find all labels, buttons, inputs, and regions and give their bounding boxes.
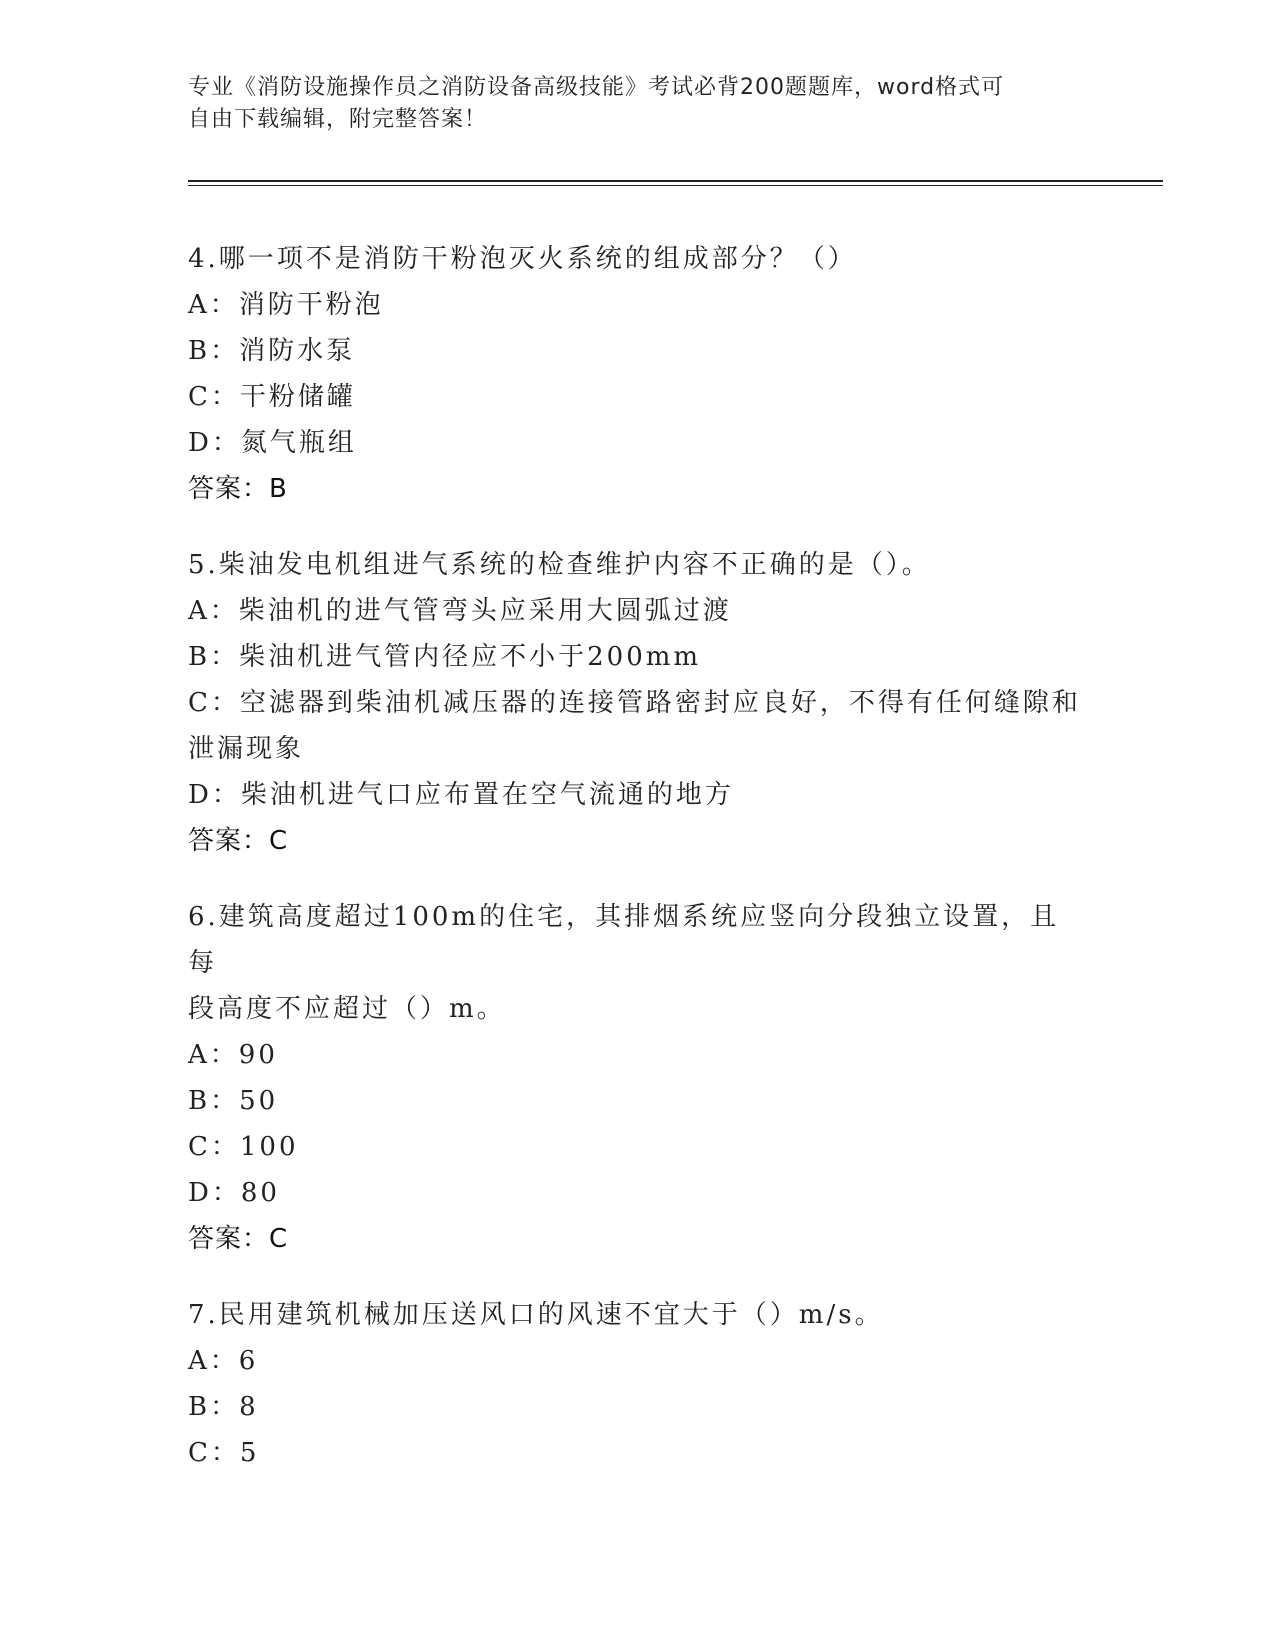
question-list	[188, 236, 1088, 1506]
correct-answer: 答案：C	[188, 826, 289, 856]
correct-answer: 答案：C	[188, 1224, 289, 1254]
question-stem: 4.哪一项不是消防干粉泡灭火系统的组成部分？（）	[188, 244, 857, 274]
answer-option: B：柴油机进气管内径应不小于200mm	[188, 642, 702, 672]
header-divider-thin	[188, 185, 1163, 186]
answer-option: A：消防干粉泡	[188, 290, 384, 320]
header-line-1: 专业《消防设施操作员之消防设备高级技能》考试必背200题题库，word格式可	[188, 75, 1005, 100]
answer-option: C：100	[188, 1132, 299, 1162]
answer-option: D：柴油机进气口应布置在空气流通的地方	[188, 780, 734, 810]
header-divider-thick	[188, 180, 1163, 182]
question-stem: 5.柴油发电机组进气系统的检查维护内容不正确的是（）。	[188, 550, 931, 580]
answer-option: A：6	[188, 1346, 259, 1376]
answer-option: C：干粉储罐	[188, 382, 356, 412]
answer-option: A：90	[188, 1040, 278, 1070]
header-line-2: 自由下载编辑，附完整答案！	[188, 107, 488, 132]
answer-option: 泄漏现象	[188, 734, 305, 764]
answer-option: D：氮气瓶组	[188, 428, 357, 458]
question-block	[188, 894, 1088, 1262]
answer-option: C：5	[188, 1438, 260, 1468]
answer-option: B：消防水泵	[188, 336, 356, 366]
answer-option: B：8	[188, 1392, 259, 1422]
question-block	[188, 236, 1088, 512]
question-block	[188, 1292, 1088, 1476]
question-stem: 6.建筑高度超过100m的住宅，其排烟系统应竖向分段独立设置，且每	[188, 902, 1060, 978]
answer-option: B：50	[188, 1086, 279, 1116]
correct-answer: 答案：B	[188, 474, 288, 504]
question-block	[188, 542, 1088, 864]
answer-option: C：空滤器到柴油机减压器的连接管路密封应良好，不得有任何缝隙和	[188, 688, 1081, 718]
question-stem: 段高度不应超过（）m。	[188, 994, 506, 1024]
answer-option: D：80	[188, 1178, 280, 1208]
question-stem: 7.民用建筑机械加压送风口的风速不宜大于（）m/s。	[188, 1300, 884, 1330]
answer-option: A：柴油机的进气管弯头应采用大圆弧过渡	[188, 596, 732, 626]
document-header	[188, 72, 1088, 136]
